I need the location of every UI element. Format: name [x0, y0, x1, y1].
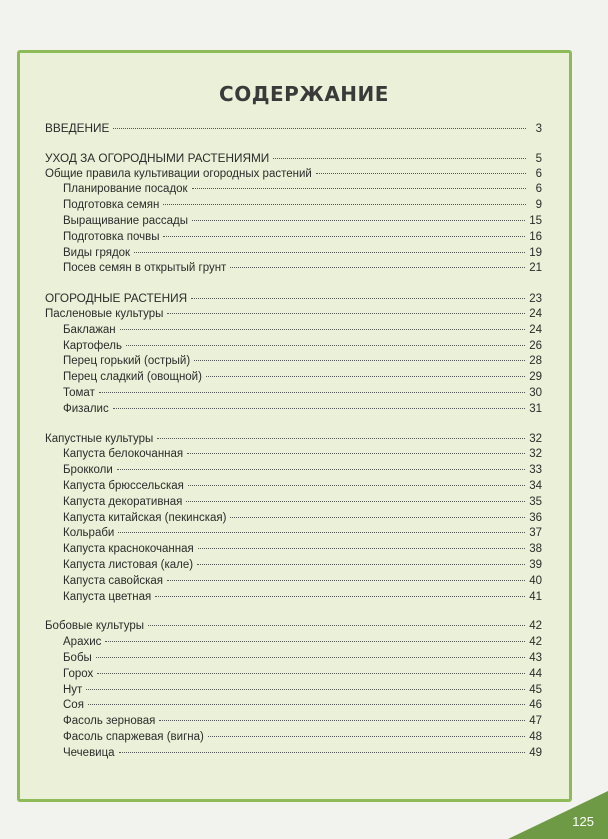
- toc-entry-label: Перец горький (острый): [63, 355, 191, 368]
- toc-entry-label: Капуста белокочанная: [63, 448, 184, 461]
- dot-leader: [186, 501, 525, 502]
- toc-item[interactable]: [45, 479, 542, 495]
- dot-leader: [119, 752, 526, 753]
- toc-entry-label: Посев семян в открытый грунт: [63, 262, 227, 275]
- toc-item[interactable]: [45, 246, 542, 262]
- toc-entry-page: 32: [529, 432, 542, 445]
- dot-leader: [113, 128, 526, 129]
- toc-item[interactable]: [45, 698, 542, 714]
- toc-entry-label: Капуста цветная: [63, 590, 152, 603]
- toc-entry-label: Планирование посадок: [63, 183, 188, 196]
- toc-item[interactable]: [45, 214, 542, 230]
- toc-item[interactable]: [45, 182, 542, 198]
- toc-section[interactable]: [45, 151, 542, 167]
- toc-entry-label: Нут: [63, 683, 83, 696]
- toc-entry-page: 31: [529, 402, 542, 415]
- dot-leader: [198, 548, 525, 549]
- toc-entry-label: ВВЕДЕНИЕ: [45, 121, 110, 135]
- toc-item[interactable]: [45, 495, 542, 511]
- toc-entry-label: Пасленовые культуры: [45, 307, 164, 320]
- toc-entry-page: 48: [529, 730, 542, 743]
- toc-entry-label: Капуста савойская: [63, 574, 164, 587]
- toc-entry-page: 32: [529, 448, 542, 461]
- toc-entry-label: Капуста листовая (кале): [63, 558, 194, 571]
- dot-leader: [208, 736, 525, 737]
- toc-entry-page: 43: [529, 651, 542, 664]
- toc-item[interactable]: [45, 635, 542, 651]
- toc-item[interactable]: [45, 511, 542, 527]
- spacer: [45, 418, 542, 432]
- toc-entry-label: Томат: [63, 386, 95, 399]
- toc-item[interactable]: [45, 198, 542, 214]
- dot-leader: [97, 673, 525, 674]
- table-of-contents: [45, 121, 542, 761]
- toc-entry-label: Фасоль зерновая: [63, 715, 156, 728]
- dot-leader: [206, 376, 525, 377]
- toc-item[interactable]: [45, 542, 542, 558]
- toc-entry-page: 30: [529, 386, 542, 399]
- toc-entry-label: Перец сладкий (овощной): [63, 371, 202, 384]
- dot-leader: [188, 485, 525, 486]
- toc-item[interactable]: [45, 323, 542, 339]
- spacer: [45, 605, 542, 619]
- toc-section[interactable]: [45, 121, 542, 137]
- dot-leader: [273, 158, 526, 159]
- toc-entry-page: 3: [535, 123, 542, 135]
- dot-leader: [86, 689, 525, 690]
- toc-entry-label: Кольраби: [63, 527, 115, 540]
- dot-leader: [88, 704, 525, 705]
- toc-entry-page: 44: [529, 667, 542, 680]
- dot-leader: [192, 188, 526, 189]
- dot-leader: [159, 720, 525, 721]
- toc-entry-page: 19: [529, 246, 542, 259]
- dot-leader: [126, 345, 525, 346]
- dot-leader: [155, 596, 525, 597]
- toc-entry-page: 21: [529, 262, 542, 275]
- toc-entry-label: Общие правила культивации огородных растений: [45, 167, 312, 180]
- toc-entry-label: УХОД ЗА ОГОРОДНЫМИ РАСТЕНИЯМИ: [45, 150, 270, 165]
- dot-leader: [96, 657, 525, 658]
- dot-leader: [167, 580, 525, 581]
- dot-leader: [118, 532, 525, 533]
- toc-entry-label: Картофель: [63, 339, 122, 352]
- toc-item[interactable]: [45, 230, 542, 246]
- toc-entry-page: 40: [529, 574, 542, 587]
- toc-entry-page: 5: [535, 152, 542, 165]
- toc-entry-label: Брокколи: [63, 464, 113, 477]
- toc-item[interactable]: [45, 402, 542, 418]
- toc-group[interactable]: [45, 432, 542, 448]
- toc-entry-label: Капустные культуры: [45, 432, 154, 445]
- dot-leader: [120, 329, 526, 330]
- toc-entry-label: Капуста китайская (пекинская): [63, 511, 227, 524]
- dot-leader: [230, 517, 525, 518]
- toc-entry-page: 26: [529, 339, 542, 352]
- dot-leader: [163, 236, 525, 237]
- toc-entry-page: 6: [535, 167, 542, 180]
- dot-leader: [157, 438, 525, 439]
- toc-group[interactable]: [45, 307, 542, 323]
- toc-entry-label: Бобовые культуры: [45, 620, 145, 633]
- toc-item[interactable]: [45, 746, 542, 762]
- toc-entry-page: 6: [535, 183, 542, 196]
- page-number: 125: [572, 814, 594, 829]
- toc-item[interactable]: [45, 370, 542, 386]
- toc-entry-label: Подготовка почвы: [63, 230, 160, 243]
- toc-entry-page: 38: [529, 543, 542, 556]
- dot-leader: [197, 564, 525, 565]
- spacer: [45, 137, 542, 151]
- dot-leader: [187, 453, 525, 454]
- toc-entry-label: Горох: [63, 667, 94, 680]
- toc-entry-label: Арахис: [63, 636, 102, 649]
- toc-item[interactable]: [45, 558, 542, 574]
- toc-entry-label: Выращивание рассады: [63, 214, 189, 227]
- toc-item[interactable]: [45, 261, 542, 277]
- dot-leader: [134, 252, 525, 253]
- toc-entry-page: 34: [529, 479, 542, 492]
- toc-entry-label: Капуста брюссельская: [63, 479, 184, 492]
- toc-entry-page: 42: [529, 620, 542, 633]
- toc-entry-page: 46: [529, 699, 542, 712]
- toc-group[interactable]: [45, 619, 542, 635]
- toc-entry-label: Капуста декоративная: [63, 495, 183, 508]
- toc-entry-page: 28: [529, 355, 542, 368]
- toc-item[interactable]: [45, 463, 542, 479]
- toc-entry-page: 35: [529, 495, 542, 508]
- dot-leader: [163, 204, 526, 205]
- toc-item[interactable]: [45, 354, 542, 370]
- toc-entry-label: Фасоль спаржевая (вигна): [63, 730, 204, 743]
- dot-leader: [316, 173, 526, 174]
- toc-entry-label: Чечевица: [63, 746, 115, 759]
- toc-entry-label: Физалис: [63, 402, 109, 415]
- toc-entry-page: 47: [529, 715, 542, 728]
- toc-item[interactable]: [45, 730, 542, 746]
- toc-item[interactable]: [45, 590, 542, 606]
- toc-item[interactable]: [45, 339, 542, 355]
- dot-leader: [113, 408, 525, 409]
- toc-entry-page: 36: [529, 511, 542, 524]
- toc-entry-label: Капуста краснокочанная: [63, 543, 194, 556]
- toc-item[interactable]: [45, 526, 542, 542]
- toc-item[interactable]: [45, 651, 542, 667]
- toc-entry-page: 23: [529, 293, 542, 306]
- toc-entry-page: 29: [529, 371, 542, 384]
- toc-entry-page: 15: [529, 214, 542, 227]
- toc-item[interactable]: [45, 386, 542, 402]
- toc-item[interactable]: [45, 683, 542, 699]
- dot-leader: [117, 469, 525, 470]
- dot-leader: [230, 267, 525, 268]
- toc-entry-page: 49: [529, 746, 542, 759]
- toc-item[interactable]: [45, 447, 542, 463]
- toc-entry-label: ОГОРОДНЫЕ РАСТЕНИЯ: [45, 291, 188, 306]
- toc-entry-page: 45: [529, 683, 542, 696]
- dot-leader: [99, 392, 525, 393]
- toc-entry-page: 9: [535, 199, 542, 212]
- toc-entry-page: 24: [529, 307, 542, 320]
- toc-item[interactable]: [45, 574, 542, 590]
- toc-section[interactable]: [45, 291, 542, 307]
- toc-entry-page: 37: [529, 527, 542, 540]
- toc-entry-label: Подготовка семян: [63, 199, 160, 212]
- toc-entry-page: 24: [529, 323, 542, 336]
- toc-entry-page: 16: [529, 230, 542, 243]
- toc-entry-page: 39: [529, 558, 542, 571]
- dot-leader: [192, 220, 525, 221]
- spacer: [45, 277, 542, 291]
- toc-group[interactable]: [45, 167, 542, 183]
- dot-leader: [167, 313, 525, 314]
- toc-item[interactable]: [45, 714, 542, 730]
- dot-leader: [194, 360, 525, 361]
- dot-leader: [191, 298, 525, 299]
- page-title: СОДЕРЖАНИЕ: [219, 82, 389, 106]
- dot-leader: [105, 641, 525, 642]
- toc-item[interactable]: [45, 667, 542, 683]
- toc-entry-label: Соя: [63, 699, 84, 712]
- toc-entry-page: 33: [529, 464, 542, 477]
- toc-entry-label: Виды грядок: [63, 246, 131, 259]
- toc-entry-label: Бобы: [63, 651, 92, 664]
- toc-entry-page: 42: [529, 636, 542, 649]
- toc-entry-label: Баклажан: [63, 323, 116, 336]
- toc-entry-page: 41: [529, 590, 542, 603]
- dot-leader: [148, 625, 525, 626]
